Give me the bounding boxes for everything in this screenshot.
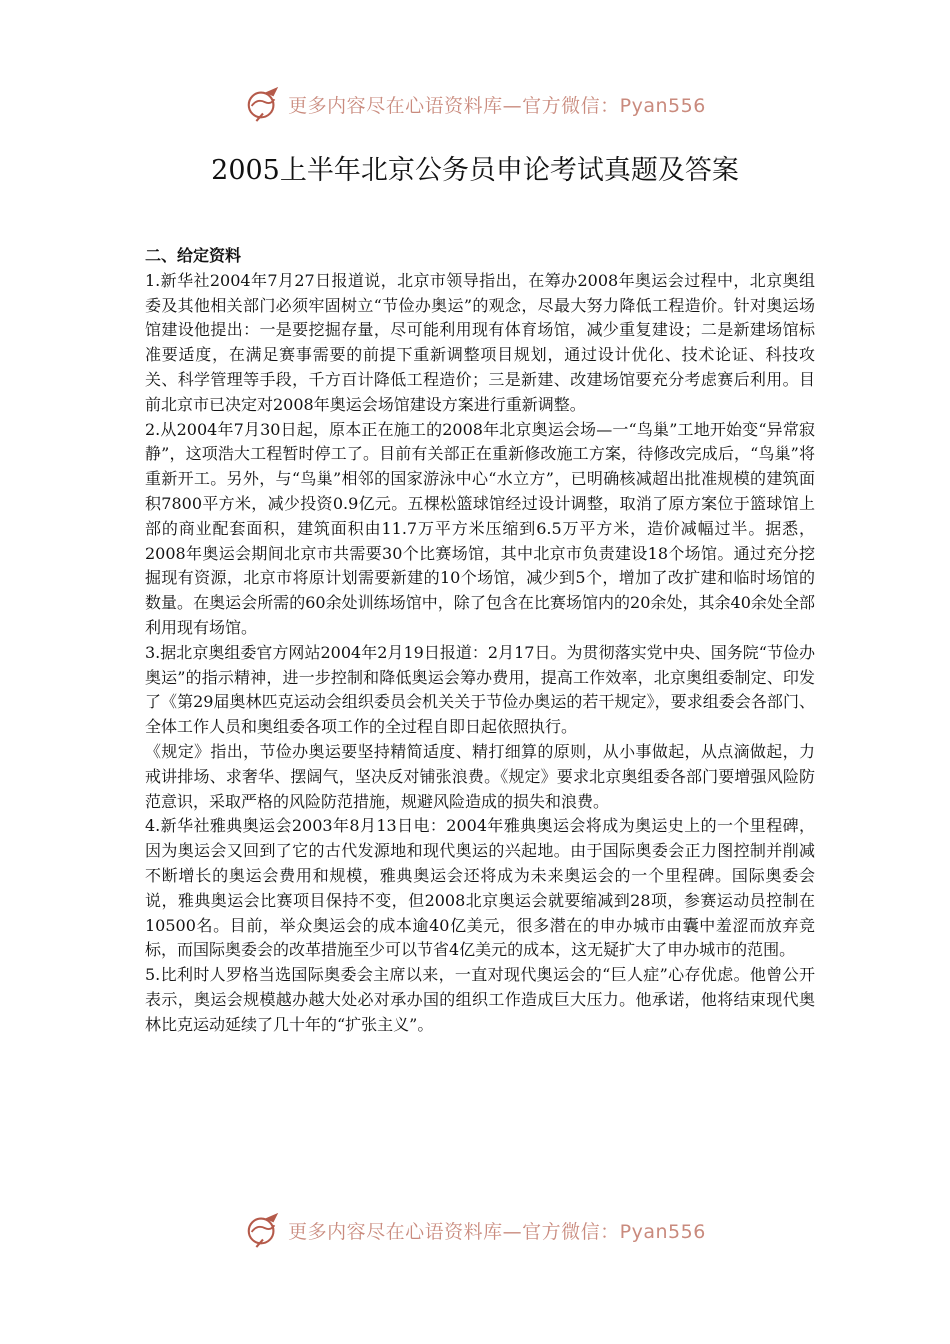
- footer-banner-text: 更多内容尽在心语资料库—官方微信：Pyan556: [288, 1220, 706, 1243]
- header-banner-text: 更多内容尽在心语资料库—官方微信：Pyan556: [288, 94, 706, 117]
- paragraph-1: 1.新华社2004年7月27日报道说，北京市领导指出，在筹办2008年奥运会过程中，北京奥组委及其他相关部门必须牢固树立“节俭办奥运”的观念，尽最大努力降低工程造价。针对奥运场馆建设他提出：一是要挖掘存量，尽可能利用现有体育场馆，减少重复建设；二是新建场馆标准要适度，在满足赛事需要的前提下重新调整项目规划，通过设计优化、技术论证、科技攻关、科学管理等手段，千方百计降低工程造价；三是新建、改建场馆要充分考虑赛后利用。目前北京市已决定对2008年奥运会场馆建设方案进行重新调整。: [145, 270, 815, 414]
- header-banner: [0, 84, 950, 124]
- footer-banner: [0, 1210, 950, 1250]
- document-body: [145, 244, 815, 1038]
- paragraph-2: 2.从2004年7月30日起，原本正在施工的2008年北京奥运会场—一“鸟巢”工地开始变“异常寂静”，这项浩大工程暂时停工了。目前有关部正在重新修改施工方案，待修改完成后，“鸟巢”将重新开工。另外，与“鸟巢”相邻的国家游泳中心“水立方”，已明确核减超出批准规模的建筑面积7800平方米，减少投资0.9亿元。五棵松篮球馆经过设计调整，取消了原方案位于篮球馆上部的商业配套面积，建筑面积由11.7万平方米压缩到6.5万平方米，造价减幅过半。据悉，2008年奥运会期间北京市共需要30个比赛场馆，其中北京市负责建设18个场馆。通过充分挖掘现有资源，北京市将原计划需要新建的10个场馆，减少到5个，增加了改扩建和临时场馆的数量。在奥运会所需的60余处训练场馆中，除了包含在比赛场馆内的20余处，其余40余处全部利用现有场馆。: [145, 419, 815, 637]
- pen-circle-logo-icon: [244, 85, 282, 123]
- document-title: 2005上半年北京公务员申论考试真题及答案: [211, 155, 739, 186]
- paragraph-3: 3.据北京奥组委官方网站2004年2月19日报道：2月17日。为贯彻落实党中央、国务院“节俭办奥运”的指示精神，进一步控制和降低奥运会筹办费用，提高工作效率，北京奥组委制定、印发了《第29届奥林匹克运动会组织委员会机关关于节俭办奥运的若干规定》，要求组委会各部门、全体工作人员和奥组委各项工作的全过程自即日起依照执行。: [145, 642, 815, 737]
- paragraph-4: 4.新华社雅典奥运会2003年8月13日电：2004年雅典奥运会将成为奥运史上的一个里程碑，因为奥运会又回到了它的古代发源地和现代奥运的兴起地。由于国际奥委会正力图控制并削减不断增长的奥运会费用和规模，雅典奥运会还将成为未来奥运会的一个里程碑。国际奥委会说，雅典奥运会比赛项目保持不变，但2008北京奥运会就要缩减到28项，参赛运动员控制在10500名。目前，举众奥运会的成本逾40亿美元，很多潜在的申办城市由囊中羞涩而放弃竞标，而国际奥委会的改革措施至少可以节省4亿美元的成本，这无疑扩大了申办城市的范围。: [145, 816, 815, 960]
- paragraph-3-continued: 《规定》指出，节俭办奥运要坚持精简适度、精打细算的原则，从小事做起，从点滴做起，力戒讲排场、求奢华、摆阔气，坚决反对铺张浪费。《规定》要求北京奥组委各部门要增强风险防范意识，采取严格的风险防范措施，规避风险造成的损失和浪费。: [145, 741, 815, 811]
- section-heading: 二、给定资料: [145, 246, 242, 265]
- pen-circle-logo-icon: [244, 1211, 282, 1249]
- paragraph-5: 5.比利时人罗格当选国际奥委会主席以来，一直对现代奥运会的“巨人症”心存优虑。他曾公开表示，奥运会规模越办越大处必对承办国的组织工作造成巨大压力。他承诺，他将结束现代奥林比克运动延续了几十年的“扩张主义”。: [145, 965, 815, 1034]
